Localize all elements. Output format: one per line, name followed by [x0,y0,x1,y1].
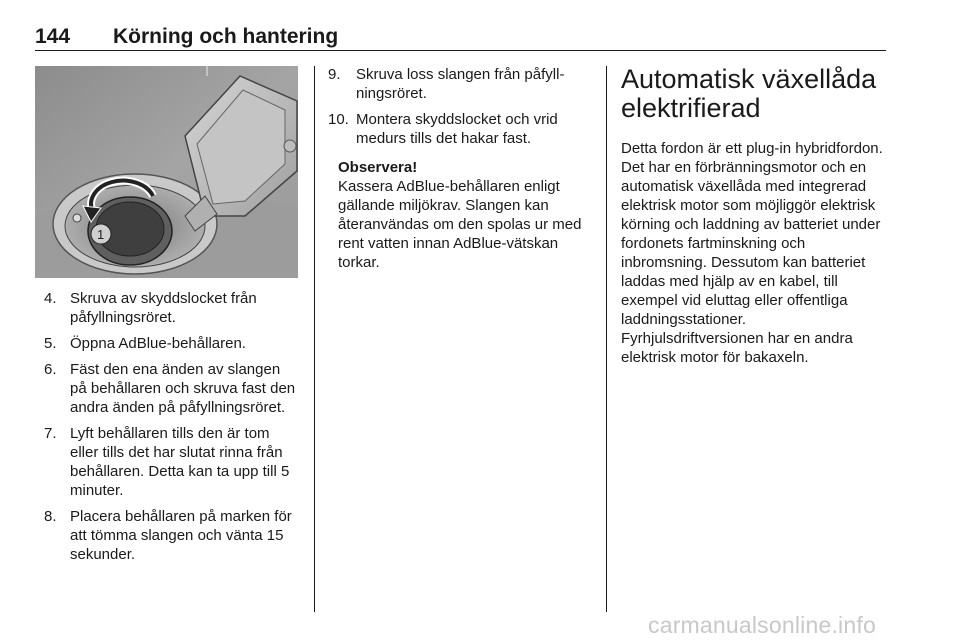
watermark: carmanualsonline.info [648,612,876,638]
page-number: 144 [35,25,71,48]
column-2 [330,65,596,272]
section-heading: Automatisk växellåda elektrifierad [621,64,877,123]
step-number: 5. [44,335,57,352]
list-item [330,65,596,103]
column-1 [44,289,300,571]
illustration-label: 1 [97,227,105,242]
step-text: Fäst den ena änden av slangen på behållaren och skruva fast den andra änden på påfyllningsröret. [70,361,296,416]
step-number: 9. [328,66,341,83]
column-divider [314,66,315,612]
list-item [44,507,300,564]
step-list [44,289,300,564]
step-text: Montera skyddslocket och vrid medurs tills det hakar fast. [356,111,558,147]
list-item [330,110,596,148]
step-number: 4. [44,290,57,307]
page-header [35,25,886,51]
note-text: Kassera AdBlue-behållaren enligt gällande miljökrav. Slangen kan återanvändas om den spolas ur med rent vatten innan AdBlue-vätskan torkar. [338,178,582,271]
list-item [44,289,300,327]
step-number: 6. [44,361,57,378]
list-item [44,424,300,500]
step-list [330,65,596,148]
step-number: 10. [328,111,349,128]
step-text: Lyft behållaren tills den är tom eller tills det har slutat rinna från behållaren. Detta kan ta upp till 5 minuter. [70,425,290,499]
note-title: Observera! [338,159,418,176]
step-text: Skruva av skyddslocket från påfyllningsröret. [70,290,257,326]
column-3 [621,65,889,367]
list-item [44,360,300,417]
step-text: Placera behållaren på marken för att tömma slangen och vänta 15 sekunder. [70,508,292,563]
note-box [338,158,596,272]
chapter-title: Körning och hantering [113,25,339,48]
fuel-filler-cap-illustration [35,66,298,278]
step-text: Skruva loss slangen från påfyllningsröret. [356,66,565,102]
step-text: Öppna AdBlue-behållaren. [70,335,246,352]
column-divider [606,66,607,612]
list-item [44,334,300,353]
header-rule [35,50,886,51]
step-number: 7. [44,425,57,442]
step-number: 8. [44,508,57,525]
section-body: Detta fordon är ett plug-in hybridfordon. Det har en förbränningsmotor och en automatisk växellåda med integrerad elektrisk motor som möjliggör elektrisk körning och laddning av batteriet under fordonets fartminskning och inbromsning. Dessutom kan batteriet laddas med hjälp av en kabel, till exempel vid eluttag eller offentliga laddningsstationer. Fyrhjulsdriftversionen har en andra elektrisk motor för bakaxeln. [621,140,883,366]
